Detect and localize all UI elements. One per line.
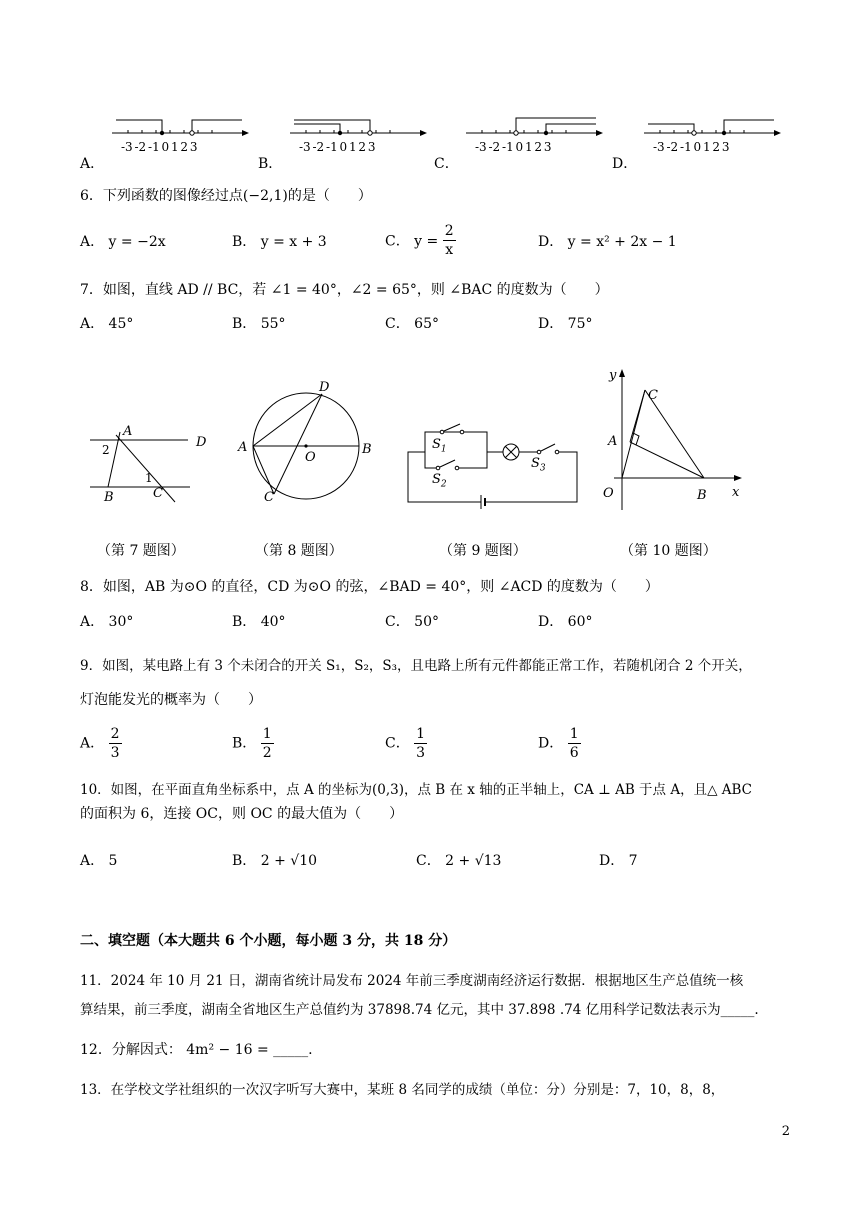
q6-option-c-label: C． y = xyxy=(385,233,439,250)
q9-option-d xyxy=(538,725,581,762)
figure-10-label-o: O xyxy=(603,486,614,501)
number-line-label-b: B． xyxy=(258,156,283,172)
q10-option-b: B． 2 + √10 xyxy=(232,853,318,869)
number-line-c-ticks: -3 -2 -1 0 1 2 3 xyxy=(475,140,552,154)
figure-9-s1-sub: 1 xyxy=(440,444,447,455)
q9-c-label: C． xyxy=(385,735,410,752)
q9-d-denominator: 6 xyxy=(569,745,579,761)
q8-option-d: D． 60° xyxy=(538,614,593,630)
q8-option-b: B． 40° xyxy=(232,614,286,630)
q9-a-fraction xyxy=(109,725,122,762)
q9-b-denominator: 2 xyxy=(262,745,272,761)
number-line-label-a: A． xyxy=(80,156,105,172)
caption-figure-8: （第 8 题图） xyxy=(255,543,343,559)
q7-option-d: D． 75° xyxy=(538,316,593,332)
figure-9-s1-letter: S xyxy=(432,437,441,452)
figure-10-label-c: C xyxy=(648,388,658,403)
figure-10 xyxy=(600,368,750,513)
q8-option-c: C． 50° xyxy=(385,614,439,630)
q10-option-c: C． 2 + √13 xyxy=(416,853,502,869)
q11-line2: 算结果，前三季度，湖南全省地区生产总值约为 37898.74 亿元，其中 37.898 .74 亿用科学记数法表示为_____. xyxy=(80,1002,759,1018)
page-number: 2 xyxy=(781,1124,790,1139)
q13-stem: 13．在学校文学社组织的一次汉字听写大赛中，某班 8 名同学的成绩（单位：分）分别是：7，10，8，8， xyxy=(80,1082,725,1098)
q9-a-denominator: 3 xyxy=(110,745,120,761)
figure-7-label-b: B xyxy=(104,490,114,505)
q10-option-a: A． 5 xyxy=(80,853,118,869)
section-2-heading: 二、填空题（本大题共 6 个小题，每小题 3 分，共 18 分） xyxy=(80,933,457,949)
figure-8-label-a: A xyxy=(238,440,248,455)
q7-option-b: B． 55° xyxy=(232,316,286,332)
q6-option-c-fraction xyxy=(443,222,456,259)
q7-option-c: C． 65° xyxy=(385,316,439,332)
q9-stem-line2: 灯泡能发光的概率为（ ） xyxy=(80,692,262,708)
q9-a-numerator: 2 xyxy=(110,726,120,742)
q10-option-d: D． 7 xyxy=(599,853,638,869)
figure-7-label-c: C xyxy=(153,486,163,501)
q6-option-c xyxy=(385,222,456,259)
figure-8-label-c: C xyxy=(264,490,274,505)
q9-b-numerator: 1 xyxy=(262,726,272,742)
q7-stem: 7．如图，直线 AD // BC，若 ∠1 = 40°，∠2 = 65°，则 ∠BAC 的度数为（ ） xyxy=(80,282,609,298)
q9-option-c xyxy=(385,725,427,762)
figure-8-label-o: O xyxy=(305,450,316,465)
caption-figure-7: （第 7 题图） xyxy=(97,543,185,559)
figure-10-label-y: y xyxy=(609,368,617,383)
figure-10-label-a: A xyxy=(608,434,618,449)
q9-stem-line1: 9．如图，某电路上有 3 个未闭合的开关 S₁，S₂，S₃，且电路上所有元件都能正常工作，若随机闭合 2 个开关， xyxy=(80,658,752,674)
q9-option-a xyxy=(80,725,122,762)
figure-9-s3-sub: 3 xyxy=(539,463,546,474)
number-line-label-c: C． xyxy=(434,156,459,172)
figure-7-label-2: 2 xyxy=(102,443,110,457)
q8-option-a: A． 30° xyxy=(80,614,134,630)
q6-c-denominator: x xyxy=(445,242,454,258)
caption-figure-10: （第 10 题图） xyxy=(620,543,717,559)
figure-7-label-a: A xyxy=(123,424,133,439)
figure-7-label-1: 1 xyxy=(145,471,153,485)
figure-7-label-d: D xyxy=(196,435,207,450)
caption-figure-9: （第 9 题图） xyxy=(439,543,527,559)
figure-10-label-b: B xyxy=(697,488,707,503)
number-line-d-ticks: -3 -2 -1 0 1 2 3 xyxy=(653,140,730,154)
q6-option-d: D． y = x² + 2x − 1 xyxy=(538,234,677,250)
q9-c-denominator: 3 xyxy=(416,745,426,761)
q9-c-numerator: 1 xyxy=(416,726,426,742)
figure-8-label-b: B xyxy=(362,442,372,457)
q9-d-fraction xyxy=(568,725,581,762)
figure-9-s2-letter: S xyxy=(432,472,441,487)
figure-9-s2-sub: 2 xyxy=(440,479,447,490)
q9-b-fraction xyxy=(261,725,274,762)
q10-stem-line1: 10．如图，在平面直角坐标系中，点 A 的坐标为(0,3)，点 B 在 x 轴的正半轴上，CA ⊥ AB 于点 A，且△ ABC xyxy=(80,782,752,798)
q8-stem: 8．如图，AB 为⊙O 的直径，CD 为⊙O 的弦，∠BAD = 40°，则 ∠ACD 的度数为（ ） xyxy=(80,579,659,595)
figure-9-label-s1 xyxy=(432,435,447,460)
number-line-a-ticks: -3 -2 -1 0 1 2 3 xyxy=(121,140,198,154)
q9-d-numerator: 1 xyxy=(569,726,579,742)
number-line-b-ticks: -3 -2 -1 0 1 2 3 xyxy=(299,140,376,154)
number-line-label-d: D． xyxy=(612,156,638,172)
q6-option-b: B． y = x + 3 xyxy=(232,234,327,250)
figure-9 xyxy=(405,420,585,510)
q11-line1: 11．2024 年 10 月 21 日，湖南省统计局发布 2024 年前三季度湖南经济运行数据．根据地区生产总值统一核 xyxy=(80,973,744,989)
figure-8-label-d: D xyxy=(319,380,330,395)
q9-a-label: A． xyxy=(80,735,105,752)
q9-b-label: B． xyxy=(232,735,257,752)
q6-c-numerator: 2 xyxy=(444,223,454,239)
q9-option-b xyxy=(232,725,274,762)
q12-stem: 12．分解因式： 4m² − 16 = _____. xyxy=(80,1042,313,1058)
q10-stem-line2: 的面积为 6，连接 OC，则 OC 的最大值为（ ） xyxy=(80,806,404,822)
q6-stem: 6．下列函数的图像经过点(−2,1)的是（ ） xyxy=(80,188,372,204)
figure-10-label-x: x xyxy=(732,485,740,500)
figure-9-label-s2 xyxy=(432,470,447,495)
q9-c-fraction xyxy=(414,725,427,762)
q7-option-a: A． 45° xyxy=(80,316,134,332)
figure-9-label-s3 xyxy=(531,454,546,479)
figure-8 xyxy=(240,370,380,510)
figure-9-s3-letter: S xyxy=(531,456,540,471)
q6-option-a: A． y = −2x xyxy=(80,234,166,250)
q9-d-label: D． xyxy=(538,735,564,752)
